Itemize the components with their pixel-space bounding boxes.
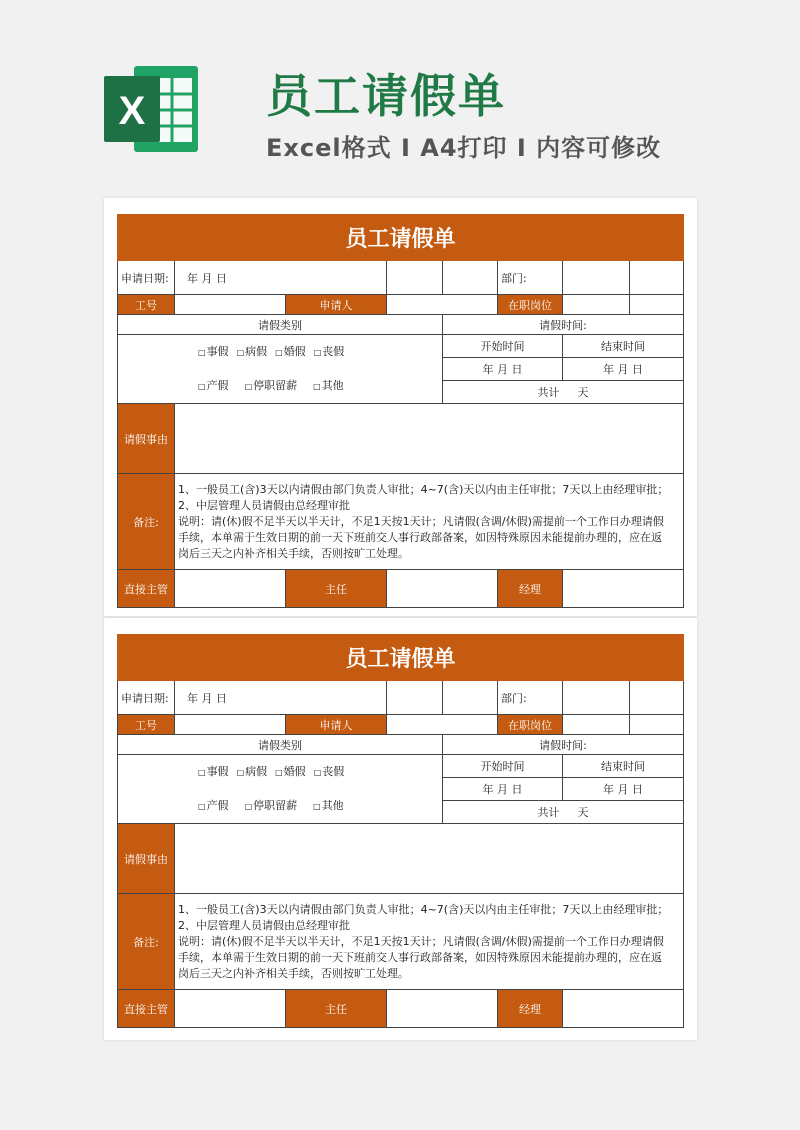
- note-line: 2、中层管理人员请假由总经理审批: [178, 498, 350, 512]
- end-time-label: 结束时间: [563, 335, 684, 358]
- leave-type-checkbox[interactable]: □停职留薪: [244, 379, 298, 392]
- end-date-field[interactable]: 年 月 日: [563, 778, 684, 801]
- start-date-field[interactable]: 年 月 日: [443, 778, 563, 801]
- leave-type-checkbox[interactable]: □丧假: [313, 765, 345, 778]
- leave-type-checkbox[interactable]: □婚假: [275, 345, 306, 358]
- manager-sign-field[interactable]: [563, 990, 684, 1028]
- manager-label: 经理: [498, 990, 563, 1028]
- checkbox-icon: □: [313, 382, 321, 391]
- leave-type-checkbox[interactable]: □丧假: [313, 345, 345, 358]
- director-label: 主任: [286, 570, 387, 608]
- leave-type-checkbox[interactable]: □产假: [198, 799, 229, 812]
- leave-type-options: [118, 335, 443, 404]
- supervisor-label: 直接主管: [118, 570, 175, 608]
- note-line: 1、一般员工(含)3天以内请假由部门负责人审批；4~7(含)天以内由主任审批；7天以上由经理审批；: [178, 482, 669, 496]
- start-time-label: 开始时间: [443, 755, 563, 778]
- leave-type-checkbox[interactable]: □其他: [313, 799, 344, 812]
- page-subtitle: Excel格式 I A4打印 I 内容可修改: [266, 134, 662, 162]
- leave-type-checkbox[interactable]: □产假: [198, 379, 229, 392]
- leave-form-table: [117, 634, 684, 1028]
- note-line: 岗后三天之内补齐相关手续，否则按旷工处理。: [178, 546, 409, 560]
- empty-cell[interactable]: [387, 261, 443, 295]
- leave-type-checkbox[interactable]: □婚假: [275, 765, 306, 778]
- apply-date-label: 申请日期:: [118, 261, 175, 295]
- note-line: 2、中层管理人员请假由总经理审批: [178, 918, 350, 932]
- empty-cell[interactable]: [630, 715, 684, 735]
- leave-type-checkbox[interactable]: □停职留薪: [244, 799, 298, 812]
- excel-logo-icon: [100, 60, 202, 158]
- checkbox-icon: □: [236, 348, 245, 357]
- remark-label: 备注:: [118, 894, 175, 990]
- leave-type-checkbox[interactable]: □事假: [198, 345, 229, 358]
- emp-no-field[interactable]: [175, 715, 286, 735]
- leave-types-row-1: [198, 335, 439, 369]
- empty-cell[interactable]: [630, 295, 684, 315]
- position-label: 在职岗位: [498, 715, 563, 735]
- applicant-field[interactable]: [387, 715, 498, 735]
- remark-notes: [175, 474, 684, 570]
- note-line: 手续，本单需于生效日期的前一天下班前交人事行政部备案，如因特殊原因未能提前办理的，应在返: [178, 950, 662, 964]
- checkbox-icon: □: [275, 348, 283, 357]
- checkbox-icon: □: [244, 802, 253, 811]
- leave-type-checkbox[interactable]: □事假: [198, 765, 229, 778]
- leave-types-row-1: [198, 755, 439, 789]
- applicant-label: 申请人: [286, 295, 387, 315]
- page-title: 员工请假单: [266, 69, 506, 123]
- apply-date-label: 申请日期:: [118, 681, 175, 715]
- start-date-field[interactable]: 年 月 日: [443, 358, 563, 381]
- checkbox-icon: □: [313, 768, 322, 777]
- applicant-label: 申请人: [286, 715, 387, 735]
- reason-label: 请假事由: [118, 824, 175, 894]
- empty-cell[interactable]: [630, 261, 684, 295]
- checkbox-icon: □: [198, 382, 206, 391]
- leave-form-card-1: [104, 198, 697, 616]
- note-line: 手续，本单需于生效日期的前一天下班前交人事行政部备案，如因特殊原因未能提前办理的，应在返: [178, 530, 662, 544]
- checkbox-icon: □: [275, 768, 283, 777]
- checkbox-icon: □: [313, 802, 321, 811]
- supervisor-label: 直接主管: [118, 990, 175, 1028]
- empty-cell[interactable]: [630, 681, 684, 715]
- apply-date-field[interactable]: 年 月 日: [175, 681, 387, 715]
- dept-label: 部门:: [498, 261, 563, 295]
- leave-type-label: 请假类别: [118, 315, 443, 335]
- leave-type-checkbox[interactable]: □病假: [236, 345, 268, 358]
- dept-field[interactable]: [563, 261, 630, 295]
- remark-notes: [175, 894, 684, 990]
- supervisor-sign-field[interactable]: [175, 570, 286, 608]
- checkbox-icon: □: [198, 348, 206, 357]
- supervisor-sign-field[interactable]: [175, 990, 286, 1028]
- position-field[interactable]: [563, 715, 630, 735]
- note-line: 1、一般员工(含)3天以内请假由部门负责人审批；4~7(含)天以内由主任审批；7天以上由经理审批；: [178, 902, 669, 916]
- emp-no-field[interactable]: [175, 295, 286, 315]
- director-label: 主任: [286, 990, 387, 1028]
- leave-form-table: [117, 214, 684, 608]
- total-days[interactable]: 共计 天: [443, 801, 684, 824]
- emp-no-label: 工号: [118, 715, 175, 735]
- checkbox-icon: □: [236, 768, 245, 777]
- position-label: 在职岗位: [498, 295, 563, 315]
- leave-type-checkbox[interactable]: □其他: [313, 379, 344, 392]
- checkbox-icon: □: [198, 768, 206, 777]
- start-time-label: 开始时间: [443, 335, 563, 358]
- empty-cell[interactable]: [443, 681, 498, 715]
- checkbox-icon: □: [198, 802, 206, 811]
- dept-field[interactable]: [563, 681, 630, 715]
- end-date-field[interactable]: 年 月 日: [563, 358, 684, 381]
- svg-text:X: X: [118, 89, 146, 133]
- reason-field[interactable]: [175, 404, 684, 474]
- note-line: 说明：请(休)假不足半天以半天计，不足1天按1天计；凡请假(含调/休假)需提前一个工作日办理请假: [178, 934, 664, 948]
- empty-cell[interactable]: [443, 261, 498, 295]
- remark-label: 备注:: [118, 474, 175, 570]
- emp-no-label: 工号: [118, 295, 175, 315]
- leave-types-row-2: [198, 789, 439, 823]
- form-title: 员工请假单: [118, 215, 684, 261]
- leave-types-row-2: [198, 369, 439, 403]
- position-field[interactable]: [563, 295, 630, 315]
- director-sign-field[interactable]: [387, 570, 498, 608]
- manager-sign-field[interactable]: [563, 570, 684, 608]
- leave-time-label: 请假时间:: [443, 315, 684, 335]
- leave-form-card-2: [104, 618, 697, 1040]
- note-line: 说明：请(休)假不足半天以半天计，不足1天按1天计；凡请假(含调/休假)需提前一个工作日办理请假: [178, 514, 664, 528]
- manager-label: 经理: [498, 570, 563, 608]
- total-days[interactable]: 共计 天: [443, 381, 684, 404]
- apply-date-field[interactable]: 年 月 日: [175, 261, 387, 295]
- empty-cell[interactable]: [387, 681, 443, 715]
- director-sign-field[interactable]: [387, 990, 498, 1028]
- end-time-label: 结束时间: [563, 755, 684, 778]
- leave-type-label: 请假类别: [118, 735, 443, 755]
- checkbox-icon: □: [244, 382, 253, 391]
- leave-type-options: [118, 755, 443, 824]
- reason-field[interactable]: [175, 824, 684, 894]
- applicant-field[interactable]: [387, 295, 498, 315]
- form-title: 员工请假单: [118, 635, 684, 681]
- note-line: 岗后三天之内补齐相关手续，否则按旷工处理。: [178, 966, 409, 980]
- dept-label: 部门:: [498, 681, 563, 715]
- leave-time-label: 请假时间:: [443, 735, 684, 755]
- reason-label: 请假事由: [118, 404, 175, 474]
- checkbox-icon: □: [313, 348, 322, 357]
- leave-type-checkbox[interactable]: □病假: [236, 765, 268, 778]
